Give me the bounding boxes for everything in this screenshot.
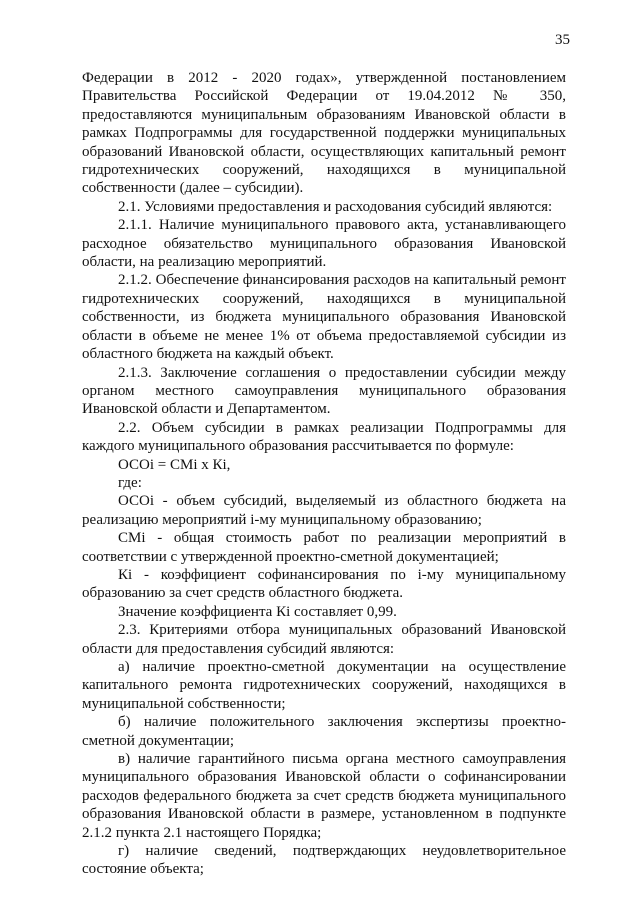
paragraph: 2.1.1. Наличие муниципального правового акта, устанавливающего расходное обязательство муниципального образования Ивановской области, на реализацию мероприятий. xyxy=(82,217,566,271)
paragraph: 2.2. Объем субсидии в рамках реализации Подпрограммы для каждого муниципального образования рассчитывается по формуле: xyxy=(82,419,566,455)
paragraph: ОСОi - объем субсидий, выделяемый из областного бюджета на реализацию мероприятий i-му муниципальному образованию; xyxy=(82,493,566,528)
paragraph: 2.1.3. Заключение соглашения о предоставлении субсидии между органом местного самоуправления муниципального образования Ивановской области и Департаментом. xyxy=(82,364,566,418)
paragraph: СМi - общая стоимость работ по реализации мероприятий в соответствии с утвержденной проектно-сметной документацией; xyxy=(82,530,566,565)
paragraph: Федерации в 2012 - 2020 годах», утвержденной постановлением Правительства Российской Федерации от 19.04.2012 № 350, предоставляются муниципальным образованиям Ивановской области в рамках Подпрограммы для государственной поддержки муниципальных образований Ивановской области, осуществляющих капитальный ремонт гидротехнических сооружений, находящихся в муниципальной собственности (далее – субсидии). xyxy=(82,70,566,197)
paragraph: Значение коэффициента Кi составляет 0,99. xyxy=(118,603,397,620)
document-body xyxy=(82,69,566,879)
paragraph: г) наличие сведений, подтверждающих неудовлетворительное состояние объекта; xyxy=(82,843,566,878)
paragraph: 2.1. Условиями предоставления и расходования субсидий являются: xyxy=(118,198,553,215)
page-number: 35 xyxy=(555,32,570,48)
paragraph: в) наличие гарантийного письма органа местного самоуправления муниципального образования Ивановской области о софинансировании расходов федерального бюджета за счет средств бюджета муниципального образования Ивановской области в размере, установленном в подпункте 2.1.2 пункта 2.1 настоящего Порядка; xyxy=(82,751,566,841)
paragraph: б) наличие положительного заключения экспертизы проектно-сметной документации; xyxy=(82,714,566,749)
paragraph: 2.1.2. Обеспечение финансирования расходов на капитальный ремонт гидротехнических сооружений, находящихся в муниципальной собственности, из бюджета муниципального образования Ивановской области в объеме не менее 1% от объема предоставляемой субсидии из областного бюджета на каждый объект. xyxy=(82,272,566,363)
paragraph: 2.3. Критериями отбора муниципальных образований Ивановской области для предоставления субсидий являются: xyxy=(82,622,566,657)
paragraph: ОСОi = СМi x Кi, xyxy=(118,456,231,473)
paragraph: где: xyxy=(118,474,142,491)
paragraph: а) наличие проектно-сметной документации на осуществление капитального ремонта гидротехнических сооружений, находящихся в муниципальной собственности; xyxy=(82,659,566,712)
paragraph: Кi - коэффициент софинансирования по i-му муниципальному образованию за счет средств областного бюджета. xyxy=(82,566,566,602)
